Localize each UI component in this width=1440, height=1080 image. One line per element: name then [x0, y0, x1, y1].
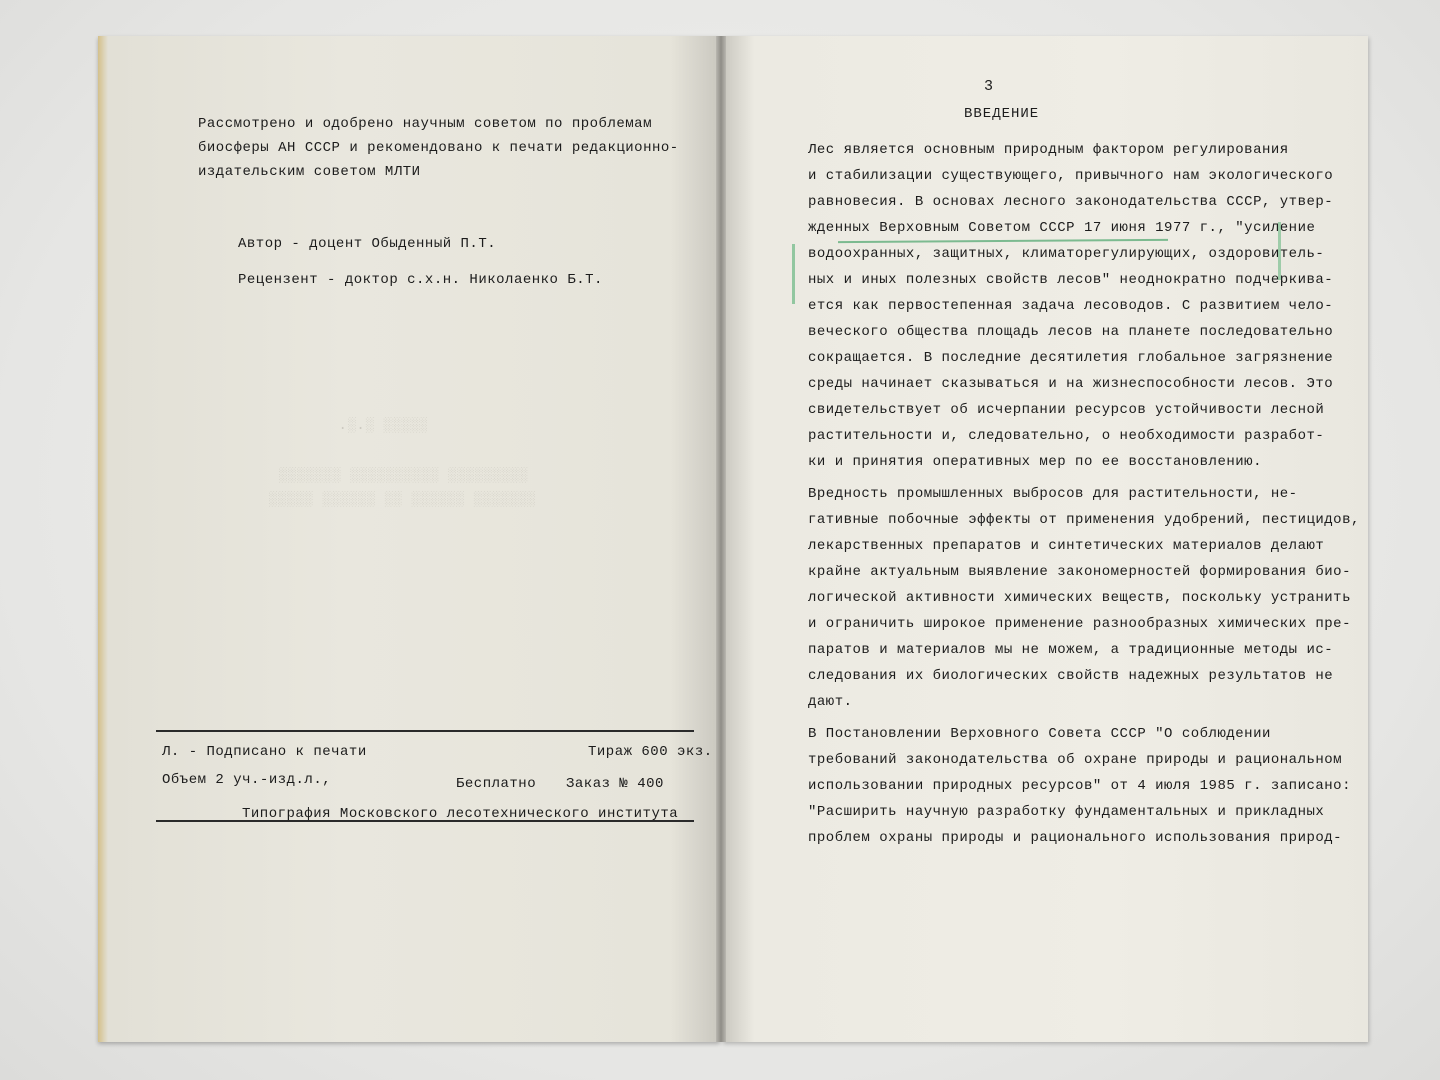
body-line: растительности и, следовательно, о необходимости разработ- — [808, 428, 1325, 444]
book-gutter — [716, 36, 726, 1042]
approval-line-3: издательским советом МЛТИ — [198, 164, 421, 180]
left-page — [98, 36, 720, 1042]
green-pencil-underline — [838, 239, 1168, 243]
body-line: следования их биологических свойств надежных результатов не — [808, 668, 1334, 684]
imprint-volume: Объем 2 уч.-изд.л., — [162, 772, 332, 788]
body-line: Вредность промышленных выбросов для растительности, не- — [808, 486, 1298, 502]
body-line: равновесия. В основах лесного законодательства СССР, утвер- — [808, 194, 1334, 210]
imprint-free: Бесплатно — [456, 776, 537, 792]
body-line: сокращается. В последние десятилетия глобальное загрязнение — [808, 350, 1334, 366]
author-line: Автор - доцент Обыденный П.Т. — [238, 236, 497, 252]
body-line: проблем охраны природы и рационального использования природ- — [808, 830, 1343, 846]
body-line: ки и принятия оперативных мер по ее восстановлению. — [808, 454, 1262, 470]
green-pencil-margin-mark — [1274, 222, 1281, 280]
body-line: паратов и материалов мы не можем, а традиционные методы ис- — [808, 642, 1334, 658]
body-line: требований законодательства об охране природы и рациональном — [808, 752, 1343, 768]
body-line: среды начинает сказываться и на жизнеспособности лесов. Это — [808, 376, 1334, 392]
body-line: веческого общества площадь лесов на планете последовательно — [808, 324, 1334, 340]
bleed-through-text: ░░░░░ ░.░. — [338, 418, 428, 434]
bleed-through-text: ░░░░░░░ ░░░░░░ ░░ ░░░░░░ ░░░░░ — [268, 492, 536, 508]
body-line: свидетельствует об исчерпании ресурсов устойчивости лесной — [808, 402, 1325, 418]
approval-line-2: биосферы АН СССР и рекомендовано к печати редакционно- — [198, 140, 679, 156]
imprint-signed: Л. - Подписано к печати — [162, 744, 367, 760]
body-line: и ограничить широкое применение разнообразных химических пре- — [808, 616, 1351, 632]
body-line: ется как первостепенная задача лесоводов. С развитием чело- — [808, 298, 1334, 314]
press-line: Типография Московского лесотехнического института — [242, 806, 679, 822]
imprint-order: Заказ № 400 — [566, 776, 664, 792]
body-line: Лес является основным природным фактором регулирования — [808, 142, 1289, 158]
body-line: лекарственных препаратов и синтетических материалов делают — [808, 538, 1325, 554]
body-line: и стабилизации существующего, привычного нам экологического — [808, 168, 1334, 184]
body-line: В Постановлении Верховного Совета СССР "О соблюдении — [808, 726, 1271, 742]
section-title: ВВЕДЕНИЕ — [964, 106, 1040, 122]
body-line: ных и иных полезных свойств лесов" неоднократно подчеркива- — [808, 272, 1334, 288]
approval-line-1: Рассмотрено и одобрено научным советом по проблемам — [198, 116, 652, 132]
imprint-print-run: Тираж 600 экз. — [588, 744, 713, 760]
body-line: дают. — [808, 694, 853, 710]
body-line: крайне актуальным выявление закономерностей формирования био- — [808, 564, 1351, 580]
right-page — [722, 36, 1368, 1042]
bleed-through-text: ░░░░░░░░░ ░░░░░░░░░░ ░░░░░░░ — [278, 468, 528, 484]
green-pencil-margin-mark — [792, 244, 801, 304]
body-line: водоохранных, защитных, климаторегулирующих, оздоровитель- — [808, 246, 1325, 262]
body-line: "Расширить научную разработку фундаментальных и прикладных — [808, 804, 1325, 820]
body-line: логической активности химических веществ, поскольку устранить — [808, 590, 1351, 606]
page-number: 3 — [984, 78, 994, 95]
reviewer-line: Рецензент - доктор с.х.н. Николаенко Б.Т. — [238, 272, 603, 288]
body-line: жденных Верховным Советом СССР 17 июня 1977 г., "усиление — [808, 220, 1316, 236]
body-line: гативные побочные эффекты от применения удобрений, пестицидов, — [808, 512, 1360, 528]
body-line: использовании природных ресурсов" от 4 июля 1985 г. записано: — [808, 778, 1351, 794]
